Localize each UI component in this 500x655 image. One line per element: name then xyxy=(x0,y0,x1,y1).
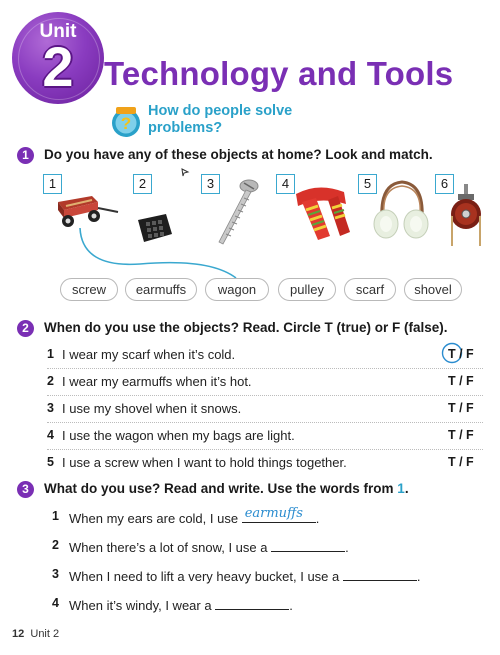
statement-text: I use the wagon when my bags are light. xyxy=(62,428,295,443)
row-divider xyxy=(47,422,483,423)
pulley-picture xyxy=(446,184,486,248)
word-option-screw[interactable]: screw xyxy=(60,278,118,301)
unit-label: Unit xyxy=(39,21,77,42)
row-divider xyxy=(47,395,483,396)
sentence xyxy=(69,506,320,526)
picture-number-box: 2 xyxy=(133,174,152,194)
activity-3-instruction xyxy=(44,481,409,496)
unit-badge xyxy=(12,12,104,104)
cursor-arrow-icon xyxy=(180,167,190,177)
activity-2-number: 2 xyxy=(17,320,34,337)
handwritten-answer: earmuffs xyxy=(244,506,303,521)
activity-1-instruction: Do you have any of these objects at home? Look and match. xyxy=(44,147,433,162)
statement-number: 4 xyxy=(47,428,54,442)
row-divider xyxy=(47,368,483,369)
picture-number-box: 1 xyxy=(43,174,62,194)
row-divider xyxy=(47,449,483,450)
statement-number: 3 xyxy=(47,401,54,415)
activity-3-number: 3 xyxy=(17,481,34,498)
statement-text: I use a screw when I want to hold things together. xyxy=(62,455,347,470)
word-option-shovel[interactable]: shovel xyxy=(404,278,462,301)
sentence-end: . xyxy=(416,569,421,584)
true-false-option[interactable]: T / F xyxy=(448,401,474,415)
activity-2-instruction: When do you use the objects? Read. Circle T (true) or F (false). xyxy=(44,320,448,335)
activity-reference: 1 xyxy=(397,481,405,496)
word-option-earmuffs[interactable]: earmuffs xyxy=(125,278,197,301)
true-false-option[interactable]: T / F xyxy=(448,428,474,442)
instruction-end: . xyxy=(404,481,409,496)
word-option-scarf[interactable]: scarf xyxy=(344,278,396,301)
statement-text: I wear my earmuffs when it’s hot. xyxy=(62,374,252,389)
statement-text: I wear my scarf when it’s cold. xyxy=(62,347,236,362)
answer-blank[interactable] xyxy=(242,506,316,523)
sentence-number: 3 xyxy=(52,567,59,581)
sentence-end: . xyxy=(289,598,293,613)
sentence-text: When my ears are cold, I use xyxy=(69,511,242,526)
activity-1-number: 1 xyxy=(17,147,34,164)
sentence xyxy=(69,538,349,555)
sentence-end: . xyxy=(315,511,320,526)
answer-blank[interactable] xyxy=(271,538,345,552)
big-question: How do people solve problems? xyxy=(148,103,293,136)
sentence-number: 2 xyxy=(52,538,59,552)
instruction-text: What do you use? Read and write. Use the words from xyxy=(44,481,398,496)
svg-text:?: ? xyxy=(120,114,132,133)
unit-number: 2 xyxy=(42,35,74,98)
sentence-end: . xyxy=(345,540,349,555)
sentence-text: When it’s windy, I wear a xyxy=(69,598,216,613)
footer-unit-label: Unit 2 xyxy=(30,628,60,640)
word-option-wagon[interactable]: wagon xyxy=(205,278,269,301)
picture-number-box: 6 xyxy=(435,174,454,194)
sentence-text: When there’s a lot of snow, I use a xyxy=(69,540,272,555)
statement-number: 5 xyxy=(47,455,54,469)
page-title: Technology and Tools xyxy=(104,55,454,92)
picture-number-box: 3 xyxy=(201,174,220,194)
big-question-icon xyxy=(110,106,142,138)
answer-blank[interactable] xyxy=(343,567,417,581)
scarf-picture xyxy=(288,180,354,246)
word-option-pulley[interactable]: pulley xyxy=(278,278,336,301)
earmuffs-picture xyxy=(372,178,430,244)
answer-blank[interactable] xyxy=(215,596,289,610)
page-footer xyxy=(12,628,59,640)
statement-number: 1 xyxy=(47,347,54,361)
picture-number-box: 5 xyxy=(358,174,377,194)
true-false-option[interactable]: T / F xyxy=(448,347,474,361)
statement-text: I use my shovel when it snows. xyxy=(62,401,242,416)
sentence-text: When I need to lift a very heavy bucket, I use a xyxy=(69,569,343,584)
sentence-number: 4 xyxy=(52,596,59,610)
statement-number: 2 xyxy=(47,374,54,388)
true-false-option[interactable]: T / F xyxy=(448,374,474,388)
true-false-option[interactable]: T / F xyxy=(448,455,474,469)
sentence xyxy=(69,596,293,613)
page-number: 12 xyxy=(12,628,25,640)
picture-number-box: 4 xyxy=(276,174,295,194)
sentence xyxy=(69,567,421,584)
sentence-number: 1 xyxy=(52,509,59,523)
